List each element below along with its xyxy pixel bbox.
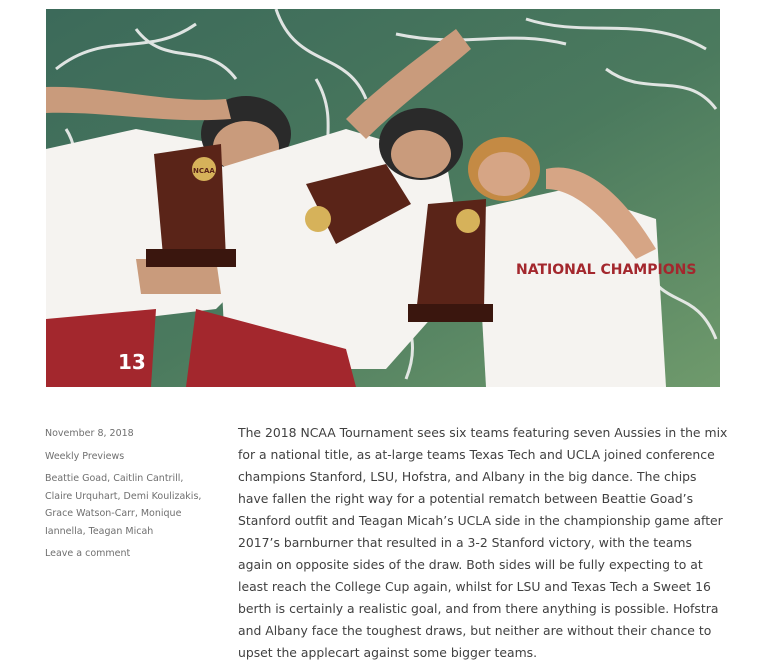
svg-text:NATIONAL CHAMPIONS: NATIONAL CHAMPIONS — [516, 262, 697, 278]
post-date-link[interactable]: November 8, 2018 — [45, 428, 134, 439]
post-body-paragraph: The 2018 NCAA Tournament sees six teams featuring seven Aussies in the mix for a national title, as at-large teams Texas Tech and UCLA joined conference champions Stanford, LSU, Hofstra, and Albany in the big dance. The chips have fallen the right way for a potential rematch between Beattie Goad’s Stanford outfit and Teagan Micah’s UCLA side in the championship game after 2017’s barnburner that resulted in a 3-2 Stanford victory, with the teams again on opposite sides of the draw. Both sides will be fully expecting to at least reach the College Cup again, whilst for LSU and Texas Tech a Sweet 16 berth is certainly a realistic goal, and from there anything is possible. Hofstra and Albany face the toughest draws, but neither are without their chance to upset the applecart against some bigger teams. — [238, 425, 728, 660]
post-content — [238, 422, 730, 664]
leave-comment-link[interactable]: Leave a comment — [45, 548, 131, 559]
jersey-number: 13 — [118, 350, 146, 374]
tag-links[interactable]: Beattie Goad, Caitlin Cantrill, Claire Urquhart, Demi Koulizakis, Grace Watson-Carr, Monique Iannella, Teagan Micah — [45, 473, 202, 537]
trophy-plate-text: NCAA — [193, 167, 215, 175]
hero-photo-illustration — [46, 9, 720, 387]
category-link[interactable]: Weekly Previews — [45, 450, 125, 462]
post-meta — [45, 425, 205, 568]
hero-photo — [46, 9, 720, 387]
